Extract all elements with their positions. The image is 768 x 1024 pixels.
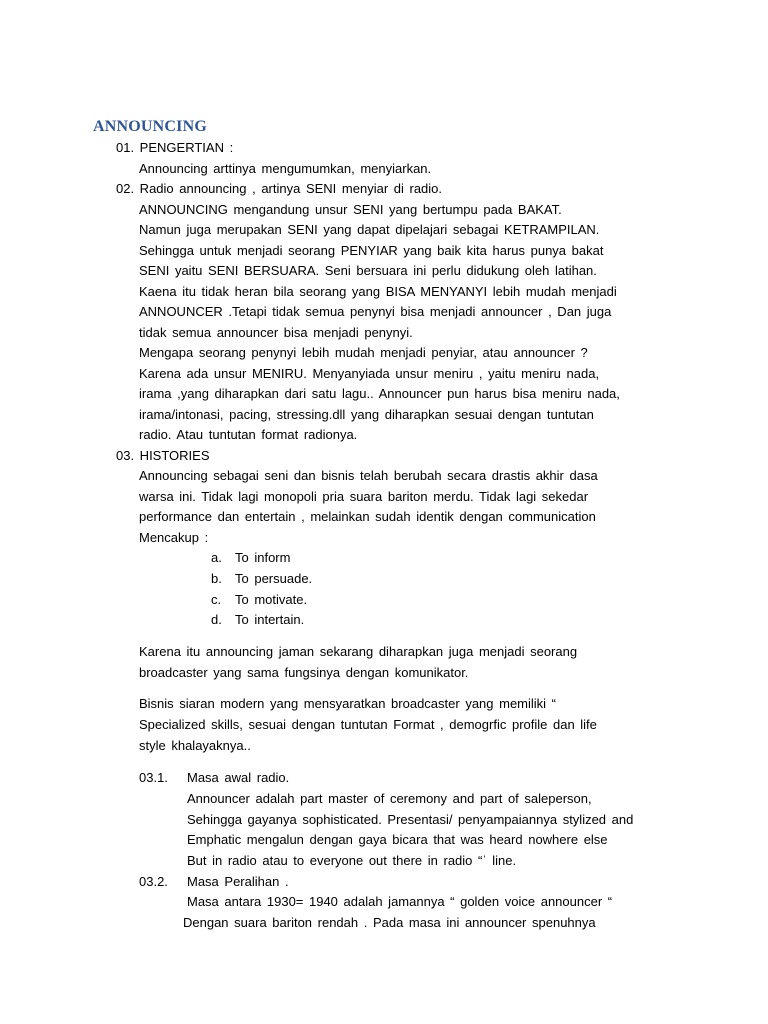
section-02-line: tidak semua announcer bisa menjadi penynyi.	[139, 325, 413, 340]
list-item-text: To persuade.	[235, 571, 313, 586]
subsection-line: Emphatic mengalun dengan gaya bicara that was heard nowhere else	[187, 832, 608, 847]
list-item-letter: c.	[211, 592, 222, 607]
section-02-line: Namun juga merupakan SENI yang dapat dipelajari sebagai KETRAMPILAN.	[139, 222, 600, 237]
list-item-letter: b.	[211, 571, 222, 586]
section-01-text: Announcing arttinya mengumumkan, menyiarkan.	[139, 161, 432, 176]
list-item-text: To intertain.	[235, 612, 305, 627]
section-02-line: Sehingga untuk menjadi seorang PENYIAR yang baik kita harus punya bakat	[139, 243, 604, 258]
subsection-number: 03.1.	[139, 770, 168, 785]
section-02-line: Mengapa seorang penynyi lebih mudah menjadi penyiar, atau announcer ?	[139, 345, 588, 360]
subsection-line: Masa antara 1930= 1940 adalah jamannya “ golden voice announcer “	[187, 894, 613, 909]
section-02-line: radio. Atau tuntutan format radionya.	[139, 427, 358, 442]
section-03-line: Mencakup :	[139, 530, 209, 545]
section-03-line: warsa ini. Tidak lagi monopoli pria suara bariton merdu. Tidak lagi sekedar	[139, 489, 589, 504]
list-item-letter: a.	[211, 550, 222, 565]
section-02-line: SENI yaitu SENI BERSUARA. Seni bersuara ini perlu didukung oleh latihan.	[139, 263, 597, 278]
list-item-text: To motivate.	[235, 592, 308, 607]
paragraph-line: Karena itu announcing jaman sekarang diharapkan juga menjadi seorang	[139, 644, 578, 659]
section-02-heading: 02. Radio announcing , artinya SENI menyiar di radio.	[116, 181, 443, 196]
paragraph-line: broadcaster yang sama fungsinya dengan komunikator.	[139, 665, 469, 680]
section-02-line: Karena ada unsur MENIRU. Menyanyiada unsur meniru , yaitu meniru nada,	[139, 366, 600, 381]
list-item-text: To inform	[235, 550, 291, 565]
section-02-line: Kaena itu tidak heran bila seorang yang BISA MENYANYI lebih mudah menjadi	[139, 284, 617, 299]
section-02-line: ANNOUNCING mengandung unsur SENI yang bertumpu pada BAKAT.	[139, 202, 562, 217]
subsection-number: 03.2.	[139, 874, 168, 889]
section-03-line: Announcing sebagai seni dan bisnis telah berubah secara drastis akhir dasa	[139, 468, 598, 483]
subsection-line: Announcer adalah part master of ceremony and part of saleperson,	[187, 791, 592, 806]
document-title: ANNOUNCING	[93, 118, 207, 135]
section-03-line: performance dan entertain , melainkan sudah identik dengan communication	[139, 509, 596, 524]
section-02-line: irama ,yang diharapkan dari satu lagu.. Announcer pun harus bisa meniru nada,	[139, 386, 620, 401]
subsection-line: Dengan suara bariton rendah . Pada masa ini announcer spenuhnya	[183, 915, 596, 930]
paragraph-line: style khalayaknya..	[139, 738, 251, 753]
list-item-letter: d.	[211, 612, 222, 627]
paragraph-line: Bisnis siaran modern yang mensyaratkan broadcaster yang memiliki “	[139, 696, 557, 711]
subsection-line: Sehingga gayanya sophisticated. Presentasi/ penyampaiannya stylized and	[187, 812, 634, 827]
section-01-heading: 01. PENGERTIAN :	[116, 140, 234, 155]
section-02-line: ANNOUNCER .Tetapi tidak semua penynyi bisa menjadi announcer , Dan juga	[139, 304, 612, 319]
section-02-line: irama/intonasi, pacing, stressing.dll yang diharapkan sesuai dengan tuntutan	[139, 407, 594, 422]
paragraph-line: Specialized skills, sesuai dengan tuntutan Format , demogrfic profile dan life	[139, 717, 597, 732]
section-03-heading: 03. HISTORIES	[116, 448, 210, 463]
subsection-line: But in radio atau to everyone out there in radio “ˈ line.	[187, 853, 517, 868]
subsection-heading: Masa awal radio.	[187, 770, 290, 785]
subsection-heading: Masa Peralihan .	[187, 874, 289, 889]
